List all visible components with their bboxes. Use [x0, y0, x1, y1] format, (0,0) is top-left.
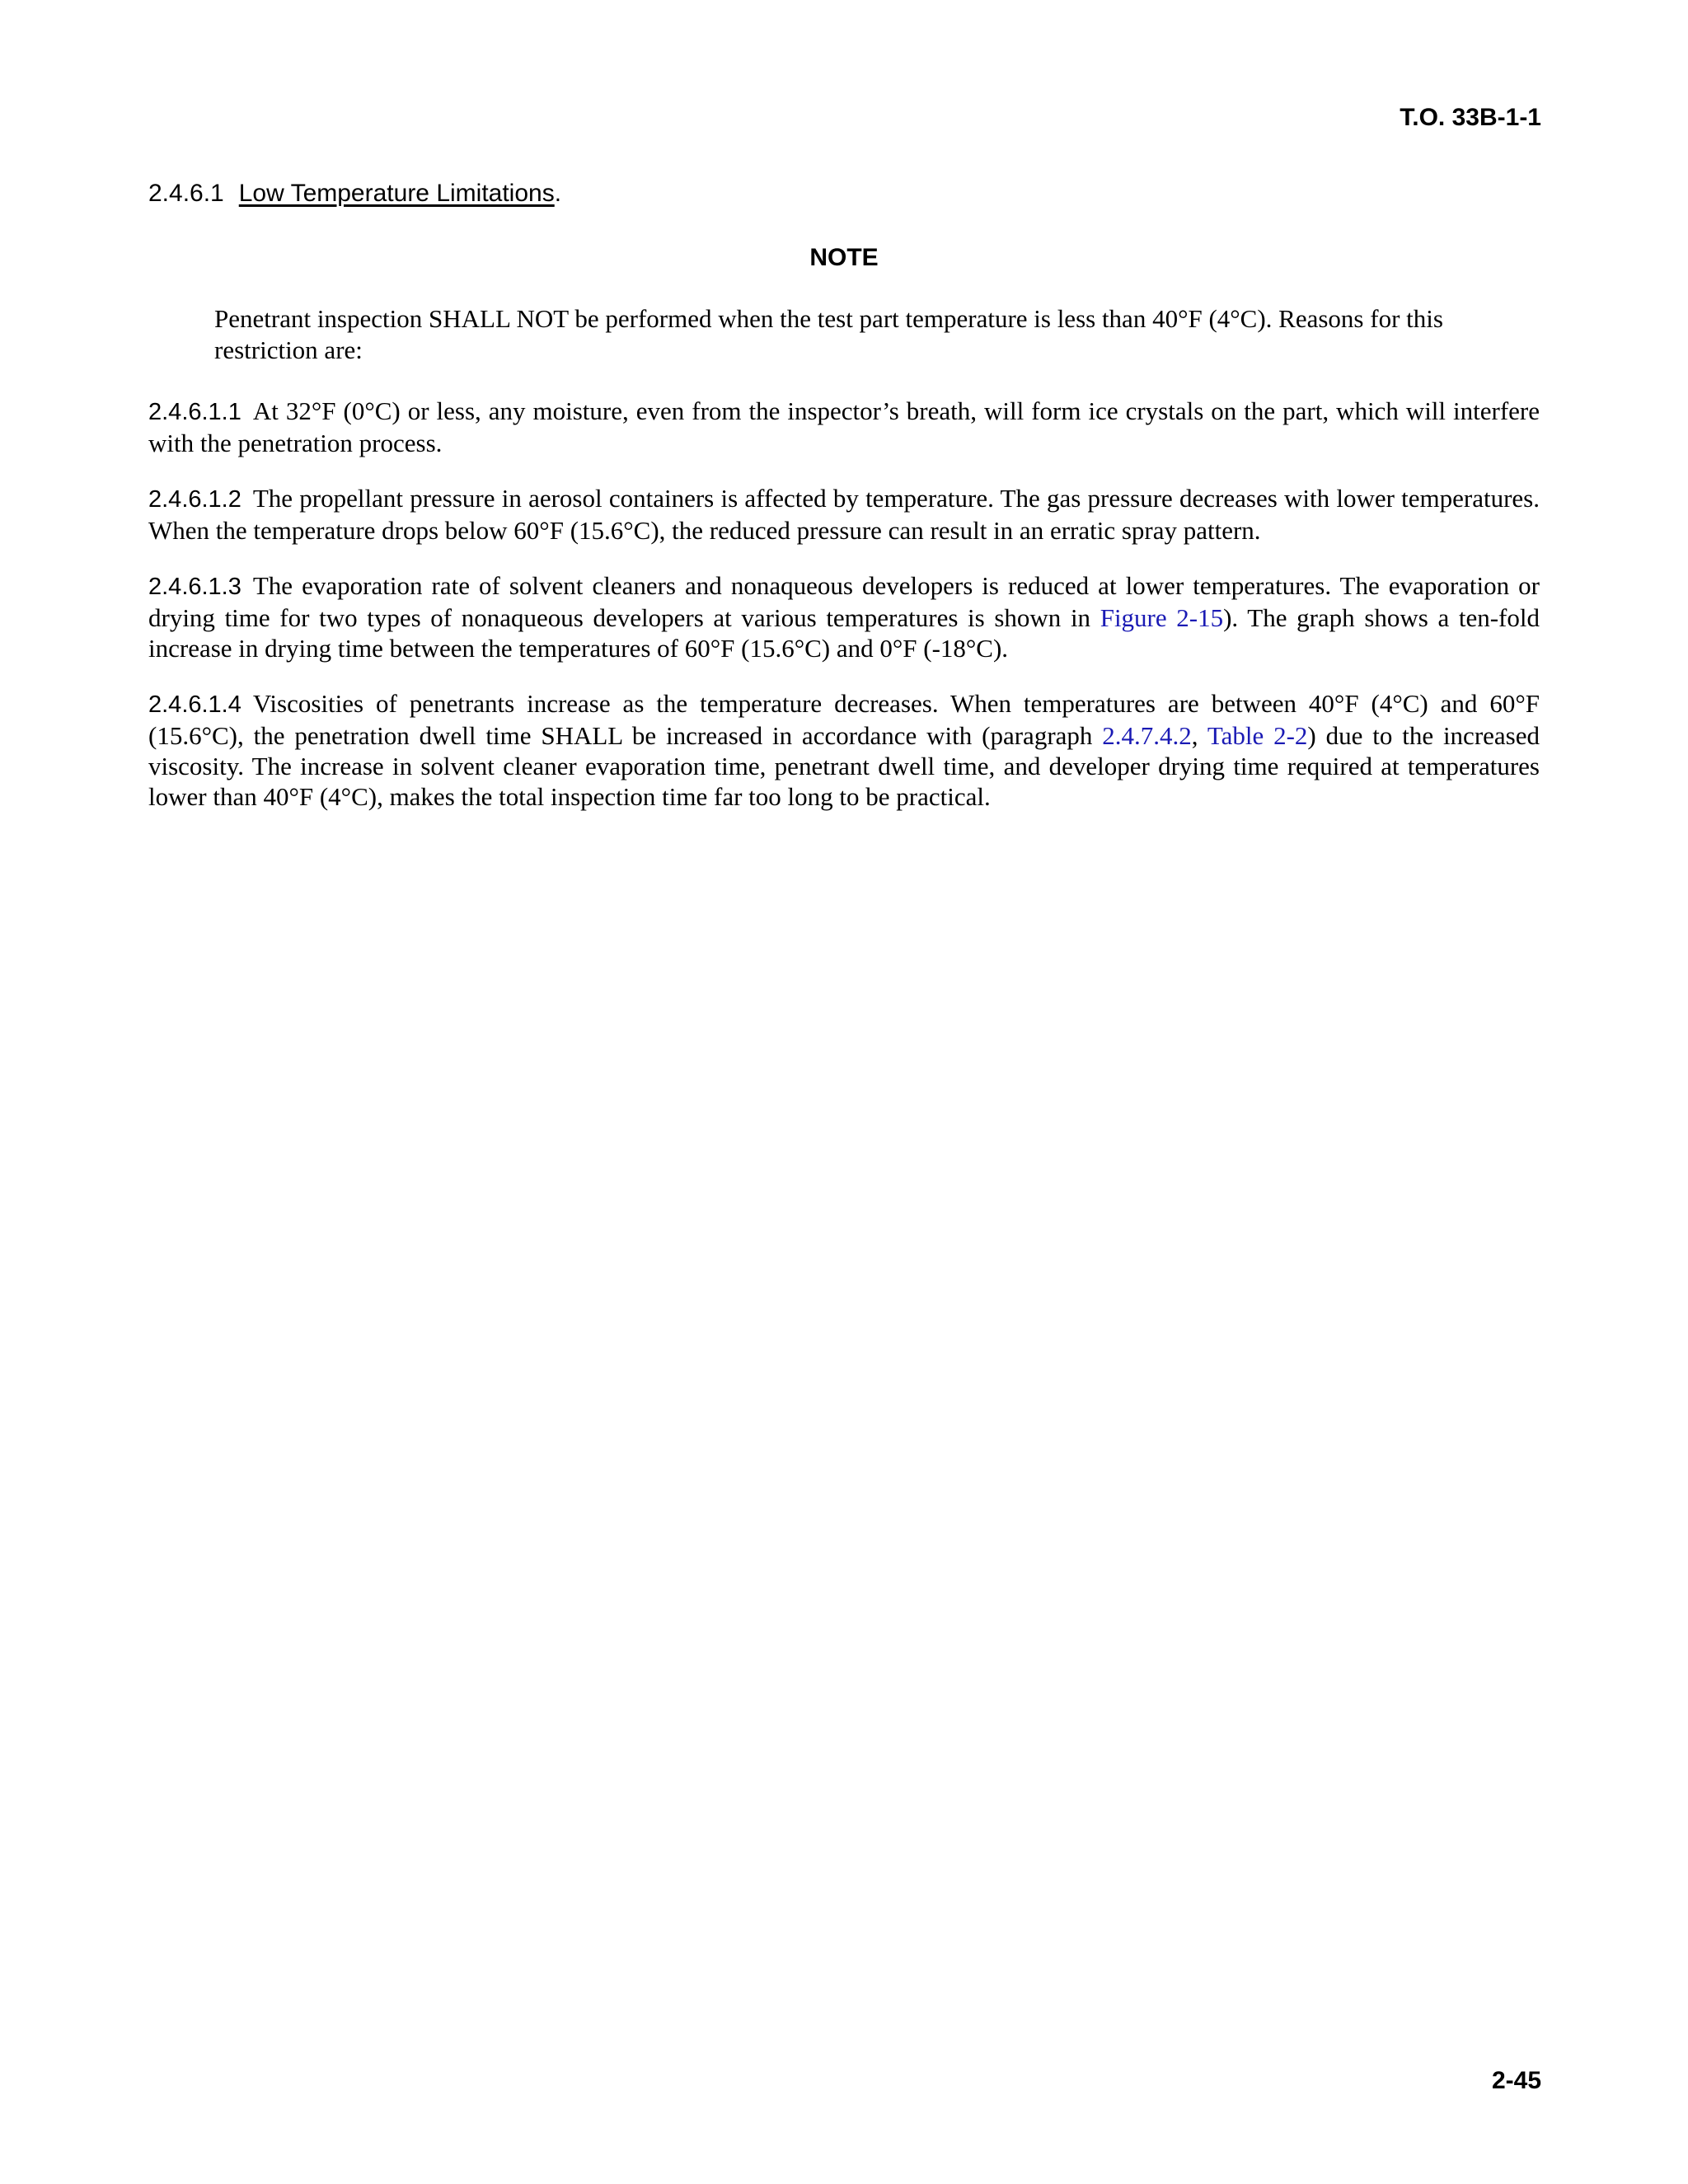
page-content [148, 180, 1540, 837]
paragraph-text: At 32°F (0°C) or less, any moisture, even from the inspector’s breath, will form ice crystals on the part, which will interfere with the penetration process. [148, 396, 1540, 457]
section-number: 2.4.6.1 [148, 180, 224, 207]
paragraph-2-4-6-1-1 [148, 396, 1540, 458]
section-title-period: . [554, 180, 562, 207]
paragraph-number: 2.4.6.1.2 [148, 486, 241, 513]
paragraph-text: The propellant pressure in aerosol containers is affected by temperature. The gas pressure decreases with lower temperatures. When the temperature drops below 60°F (15.6°C), the reduced pressure can result in an erratic spray pattern. [148, 484, 1540, 545]
paragraph-2-4-6-1-2 [148, 483, 1540, 546]
section-heading [148, 180, 1540, 208]
paragraph-2-4-7-4-2-link[interactable]: 2.4.7.4.2 [1102, 721, 1192, 750]
paragraph-text: The evaporation rate of solvent cleaners and nonaqueous developers is reduced at lower temperatures. The evaporation or drying time for two types of nonaqueous developers at various temperatures is shown in [148, 571, 1540, 632]
paragraph-2-4-6-1-3 [148, 570, 1540, 663]
figure-2-15-link[interactable]: Figure 2-15 [1100, 603, 1224, 632]
paragraph-number: 2.4.6.1.3 [148, 574, 241, 600]
link-separator: , [1191, 721, 1207, 750]
paragraph-number: 2.4.6.1.4 [148, 691, 241, 718]
paragraph-text-cont: ) due to the increased viscosity. The increase in solvent cleaner evaporation time, penetrant dwell time, and developer drying time required at temperatures lower than 40°F (4°C), makes the total inspection time far too long to be practical. [148, 721, 1540, 811]
document-id-header: T.O. 33B-1-1 [1400, 104, 1541, 131]
note-text: Penetrant inspection SHALL NOT be performed when the test part temperature is less than 40°F (4°C). Reasons for this restriction are: [214, 304, 1443, 364]
paragraph-2-4-6-1-4 [148, 688, 1540, 812]
note-label: NOTE [809, 244, 879, 271]
paragraph-text: Viscosities of penetrants increase as the temperature decreases. When temperatures are between 40°F (4°C) and 60°F (15.6°C), the penetration dwell time SHALL be increased in accordance with (paragraph [148, 689, 1540, 750]
page-number: 2-45 [1491, 2067, 1541, 2094]
table-2-2-link[interactable]: Table 2-2 [1207, 721, 1308, 750]
section-title: Low Temperature Limitations [238, 180, 555, 207]
paragraph-text-cont: ). The graph shows a ten-fold increase in drying time between the temperatures of 60°F (15.6°C) and 0°F (-18°C). [148, 603, 1540, 663]
paragraph-number: 2.4.6.1.1 [148, 399, 241, 425]
